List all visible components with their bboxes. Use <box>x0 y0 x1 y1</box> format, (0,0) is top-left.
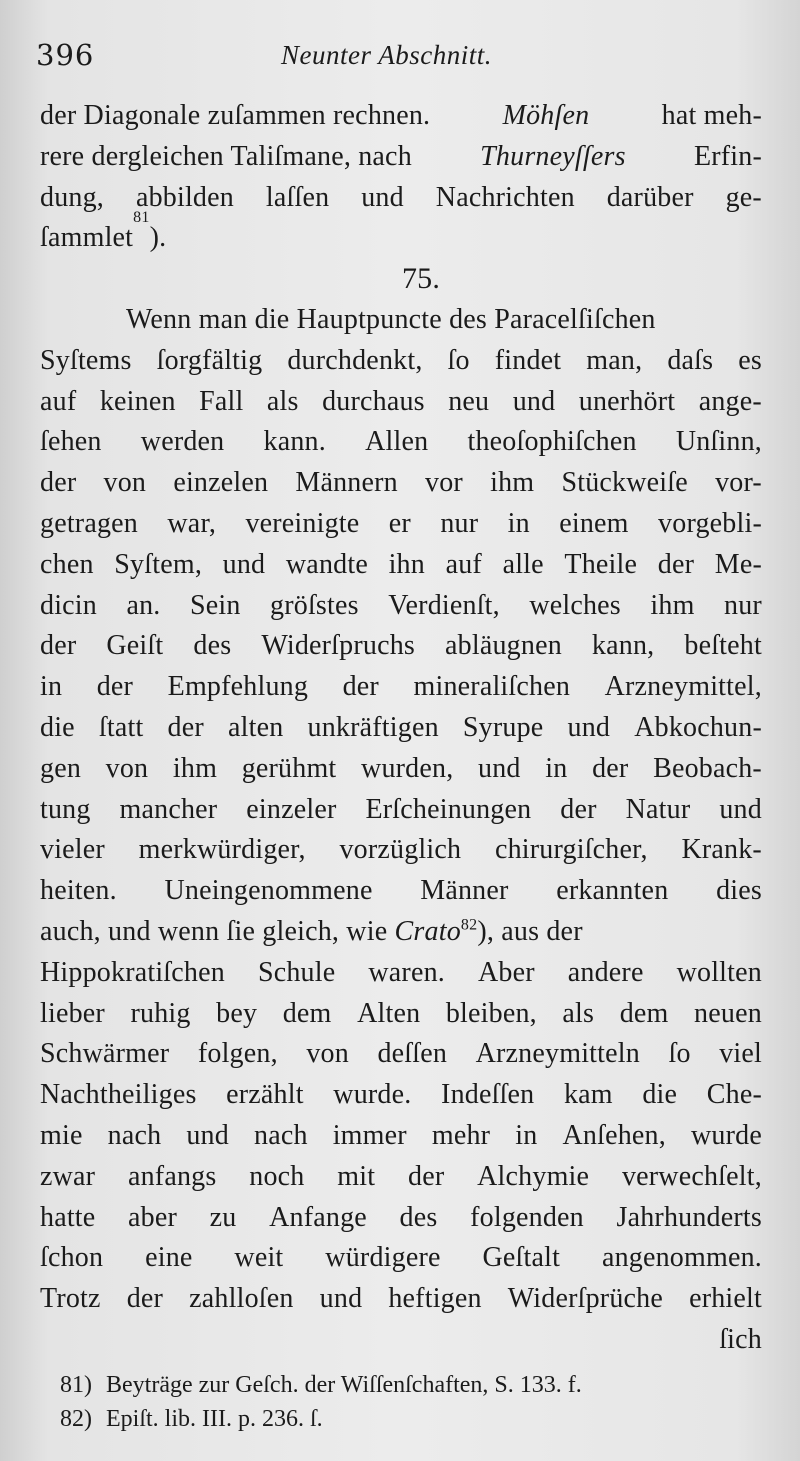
word: des <box>193 630 232 662</box>
word: Männern <box>295 467 398 499</box>
text-line <box>40 626 762 667</box>
word: vor- <box>715 467 762 499</box>
word: Männer <box>420 875 509 907</box>
word: zu <box>209 1201 237 1233</box>
word: an. <box>126 589 161 621</box>
body-text <box>40 96 762 1361</box>
text-line <box>40 504 762 545</box>
word: Beobach- <box>653 752 762 784</box>
word: vor <box>425 467 463 499</box>
word: Geſtalt <box>482 1242 561 1274</box>
word: dem <box>619 997 669 1029</box>
word: zwar <box>40 1160 96 1192</box>
word: bey <box>216 997 258 1029</box>
text-line <box>40 382 762 423</box>
word: andere <box>567 956 644 988</box>
word: ihn <box>388 548 425 580</box>
word: mie <box>40 1119 83 1151</box>
word: der <box>167 711 204 743</box>
word: durchdenkt, <box>287 344 423 376</box>
word: ihm <box>172 752 218 784</box>
word: als <box>562 997 595 1029</box>
word: nur <box>724 589 762 621</box>
word: aber <box>128 1201 178 1233</box>
text-line <box>40 545 762 586</box>
word: nur <box>440 507 479 539</box>
word: und <box>719 793 762 825</box>
word: und <box>567 711 611 743</box>
word: Syrupe <box>462 711 544 743</box>
text-line: ſammlet 81 ). <box>40 218 762 259</box>
word: der <box>96 671 134 703</box>
word: hatte <box>40 1201 96 1233</box>
text-line <box>40 1034 762 1075</box>
word: dem <box>282 997 332 1029</box>
word: Nachrichten <box>435 181 575 213</box>
word: kam <box>563 1079 613 1111</box>
word: der <box>126 1283 164 1315</box>
word: neuen <box>694 997 762 1029</box>
text-line <box>40 1238 762 1279</box>
word: darüber <box>606 181 694 213</box>
word: von <box>306 1038 349 1070</box>
text-line: auch, und wenn ſie gleich, wie Crato$^{82}$), aus der <box>40 915 583 947</box>
word: erzählt <box>226 1079 304 1111</box>
word: ſo <box>668 1038 691 1070</box>
word: ihm <box>490 467 535 499</box>
word: der <box>560 793 597 825</box>
text-line <box>40 1157 762 1198</box>
word: der <box>592 752 629 784</box>
word: mit <box>337 1160 376 1192</box>
word: anfangs <box>127 1160 217 1192</box>
word: Theile <box>564 548 638 580</box>
text-line <box>40 994 762 1035</box>
text-line <box>40 790 762 831</box>
word: unkräftigen <box>307 711 439 743</box>
word: daſs <box>667 344 714 376</box>
word: der <box>342 671 379 703</box>
word: ſorgfältig <box>156 344 263 376</box>
word: ſehen <box>40 426 102 458</box>
word: Aber <box>477 956 535 988</box>
word: von <box>103 467 147 499</box>
text-line: der Diagonale zuſammen rechnen. Möhſen hat meh- <box>40 100 762 131</box>
word: unerhört <box>578 385 676 417</box>
word: vereinigte <box>245 507 360 539</box>
word: der <box>40 630 77 662</box>
word: laſſen <box>265 181 330 213</box>
word: Geiſt <box>106 630 164 662</box>
word: Trotz <box>40 1283 101 1315</box>
word: chen <box>40 548 94 580</box>
word: verwechſelt, <box>621 1160 762 1192</box>
word: vieler <box>40 834 105 866</box>
word: kann. <box>263 426 326 458</box>
word: mehr <box>431 1119 491 1151</box>
text-line <box>40 1279 762 1320</box>
word: gerühmt <box>241 752 337 784</box>
word: findet <box>494 344 562 376</box>
word: lieber <box>40 997 105 1029</box>
word: und <box>222 548 266 580</box>
section-number: 75. <box>401 262 441 296</box>
word: würdigere <box>325 1242 441 1274</box>
word: dung, <box>40 181 104 213</box>
word: erkannten <box>556 875 669 907</box>
word: Jahrhunderts <box>616 1201 762 1233</box>
word: folgen, <box>197 1038 278 1070</box>
word: nach <box>254 1119 308 1151</box>
footnote-ref: 82 <box>460 916 478 934</box>
word: ge- <box>725 181 762 213</box>
word: neu <box>448 385 490 417</box>
word: der <box>40 467 77 499</box>
word: Verdienſt, <box>388 589 500 621</box>
word: ſchon <box>40 1242 104 1274</box>
text-line <box>40 667 762 708</box>
footnote-ref: 81 <box>133 209 150 227</box>
word: Widerſprüche <box>507 1283 663 1315</box>
footnote <box>60 1368 760 1402</box>
word: man, <box>586 344 643 376</box>
word: Widerſpruchs <box>261 630 416 662</box>
word: Sein <box>189 589 241 621</box>
footnote-mark: 81) <box>60 1372 92 1398</box>
word: Stückweiſe <box>561 467 688 499</box>
word: des <box>399 1201 438 1233</box>
text-line <box>40 1198 762 1239</box>
word: und <box>319 1283 363 1315</box>
word: abläugnen <box>445 630 562 662</box>
text-line <box>40 422 762 463</box>
word: als <box>266 385 299 417</box>
footnote-mark: 82) <box>60 1406 92 1432</box>
word: angenommen. <box>601 1242 762 1274</box>
word: in <box>515 1119 538 1151</box>
word: und <box>186 1119 229 1151</box>
word: chirurgiſcher, <box>494 834 648 866</box>
text-line <box>40 830 762 871</box>
word: werden <box>140 426 225 458</box>
word: erhielt <box>689 1283 762 1315</box>
text-line <box>40 1116 762 1157</box>
word: gröſstes <box>270 589 359 621</box>
word: einem <box>559 507 629 539</box>
text-line <box>40 749 762 790</box>
text-line <box>40 341 762 382</box>
word: auf <box>40 385 77 417</box>
word: wandte <box>285 548 368 580</box>
word: wurde <box>690 1119 762 1151</box>
word: deſſen <box>377 1038 448 1070</box>
text-line <box>40 708 762 749</box>
word: Hippokratiſchen <box>40 956 225 988</box>
word: Alchymie <box>477 1160 590 1192</box>
word: waren. <box>368 956 445 988</box>
word: getragen <box>40 507 138 539</box>
word: Erſcheinungen <box>365 793 532 825</box>
word: einzelen <box>173 467 269 499</box>
word: wurde. <box>333 1079 412 1111</box>
word: Me- <box>714 548 762 580</box>
text-line: Wenn man die Hauptpuncte des Paracelſiſchen <box>126 303 656 335</box>
footnote-text: Epiſt. lib. III. p. 236. ſ. <box>106 1406 323 1432</box>
word: wollten <box>676 956 762 988</box>
catchword: ſich <box>719 1323 762 1355</box>
word: Syſtems <box>40 344 132 376</box>
word: theoſophiſchen <box>467 426 637 458</box>
text-line <box>40 953 762 994</box>
word: in <box>507 507 530 539</box>
word: in <box>40 671 63 703</box>
word: Anſehen, <box>562 1119 666 1151</box>
word: ange- <box>698 385 762 417</box>
word: Anfange <box>269 1201 367 1233</box>
word: er <box>388 507 411 539</box>
word: alle <box>502 548 544 580</box>
text-line <box>40 586 762 627</box>
word: welches <box>529 589 621 621</box>
footnotes <box>60 1368 760 1436</box>
word: dies <box>716 875 762 907</box>
word: der <box>408 1160 445 1192</box>
word: ruhig <box>130 997 191 1029</box>
word: Allen <box>365 426 429 458</box>
word: Alten <box>357 997 421 1029</box>
word: mineraliſchen <box>413 671 571 703</box>
word: und <box>478 752 521 784</box>
footnote <box>60 1402 760 1436</box>
word: ſo <box>447 344 470 376</box>
word: durchaus <box>322 385 425 417</box>
page-header <box>36 38 760 82</box>
word: nach <box>107 1119 162 1151</box>
word: weit <box>234 1242 284 1274</box>
word: zahlloſen <box>189 1283 294 1315</box>
word: Arzneymittel, <box>604 671 762 703</box>
word: auf <box>445 548 482 580</box>
word: eine <box>145 1242 193 1274</box>
word: Abkochun- <box>634 711 762 743</box>
word: der <box>657 548 695 580</box>
word: alten <box>228 711 284 743</box>
footnote-text: Beyträge zur Geſch. der Wiſſenſchaften, S. 133. f. <box>106 1372 582 1398</box>
word: Syſtem, <box>114 548 203 580</box>
word: heftigen <box>388 1283 482 1315</box>
word: die <box>642 1079 678 1111</box>
word: folgenden <box>470 1201 584 1233</box>
word: noch <box>249 1160 305 1192</box>
word: heiten. <box>40 875 117 907</box>
word: ihm <box>650 589 695 621</box>
word: Natur <box>625 793 691 825</box>
word: Indeſſen <box>441 1079 535 1111</box>
text-line <box>40 871 762 912</box>
word: mancher <box>119 793 218 825</box>
word: wurden, <box>361 752 454 784</box>
word: Empfehlung <box>167 671 309 703</box>
text-line: rere dergleichen Taliſmane, nach Thurneyſſers Erfin- <box>40 140 762 172</box>
word: es <box>738 344 762 376</box>
word: in <box>545 752 568 784</box>
word: gen <box>40 752 82 784</box>
word: Che- <box>706 1079 762 1111</box>
word: beſteht <box>684 630 762 662</box>
word: ſtatt <box>98 711 144 743</box>
word: Unſinn, <box>675 426 762 458</box>
word: abbilden <box>135 181 234 213</box>
word: Nachtheiliges <box>40 1079 197 1111</box>
text-line <box>40 1075 762 1116</box>
word: Arzneymitteln <box>475 1038 640 1070</box>
word: bleiben, <box>445 997 537 1029</box>
word: und <box>512 385 556 417</box>
word: war, <box>167 507 217 539</box>
word: Uneingenommene <box>164 875 373 907</box>
word: keinen <box>99 385 176 417</box>
word: Krank- <box>681 834 762 866</box>
word: tung <box>40 793 91 825</box>
word: Schule <box>257 956 336 988</box>
word: viel <box>719 1038 762 1070</box>
text-line <box>40 463 762 504</box>
running-head: Neunter Abschnitt. <box>281 40 492 70</box>
page-number: 396 <box>36 38 95 72</box>
word: vorgebli- <box>658 507 762 539</box>
word: Fall <box>199 385 244 417</box>
word: dicin <box>40 589 97 621</box>
word: merkwürdiger, <box>138 834 306 866</box>
word: von <box>105 752 149 784</box>
word: immer <box>332 1119 407 1151</box>
word: und <box>361 181 404 213</box>
word: die <box>40 711 75 743</box>
word: vorzüglich <box>339 834 462 866</box>
word: kann, <box>591 630 655 662</box>
word: einzeler <box>246 793 337 825</box>
word: Schwärmer <box>40 1038 170 1070</box>
